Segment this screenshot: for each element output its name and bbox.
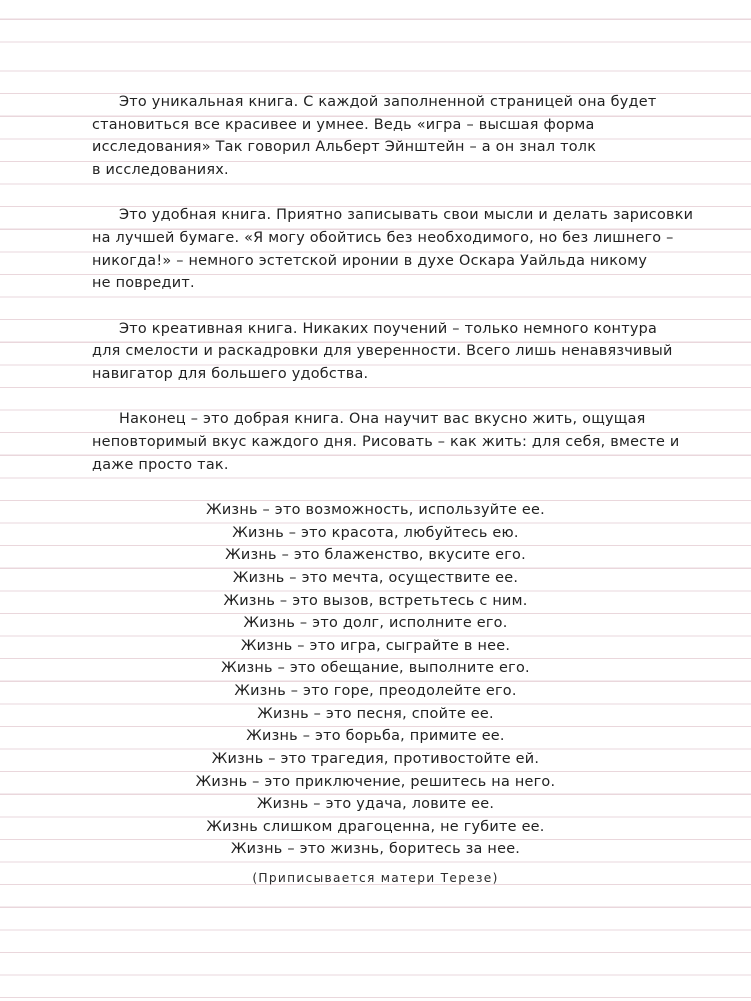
quote-line: Жизнь – это вызов, встретьтесь с ним. [223,593,528,609]
paragraph-line: в исследованиях. [92,162,229,178]
quote-line: Жизнь – это удача, ловите ее. [256,796,495,812]
quote-line: Жизнь – это горе, преодолейте его. [234,683,517,699]
quote-line: Жизнь – это приключение, решитесь на него. [195,774,556,790]
paragraph-line: на лучшей бумаге. «Я могу обойтись без необходимого, но без лишнего – [92,230,674,246]
quote-line: Жизнь – это игра, сыграйте в нее. [240,638,511,654]
paragraph-line: никогда!» – немного эстетской иронии в духе Оскара Уайльда никому [92,253,648,269]
paragraph-line: даже просто так. [92,457,229,473]
quote-line: Жизнь – это возможность, используйте ее. [206,502,545,518]
quote-line: Жизнь слишком драгоценна, не губите ее. [206,819,545,835]
quote-line: Жизнь – это долг, исполните его. [243,615,508,631]
quote-line: Жизнь – это жизнь, боритесь за нее. [230,841,521,857]
paragraph-line: для смелости и раскадровки для уверенности. Всего лишь ненавязчивый [92,343,673,359]
quote-line: Жизнь – это песня, спойте ее. [257,706,494,722]
quote-line: Жизнь – это борьба, примите ее. [246,728,505,744]
paragraph-line: исследования» Так говорил Альберт Эйнштейн – а он знал толк [92,139,597,155]
paragraph-line: неповторимый вкус каждого дня. Рисовать – как жить: для себя, вместе и [92,434,680,450]
paragraph-line: становиться все красивее и умнее. Ведь «игра – высшая форма [92,117,595,133]
quote-line: Жизнь – это мечта, осуществите ее. [232,570,519,586]
quote-line: Жизнь – это красота, любуйтесь ею. [232,525,519,541]
quote-attribution: (Приписывается матери Терезе) [252,871,499,885]
paragraph-line: Это удобная книга. Приятно записывать свои мысли и делать зарисовки [119,207,694,223]
quote-line: Жизнь – это блаженство, вкусите его. [225,547,526,563]
paragraph-line: навигатор для большего удобства. [92,366,369,382]
paragraph-line: Наконец – это добрая книга. Она научит вас вкусно жить, ощущая [119,411,646,427]
quote-line: Жизнь – это обещание, выполните его. [221,660,530,676]
paragraph-line: не повредит. [92,275,195,291]
quote-line: Жизнь – это трагедия, противостойте ей. [211,751,540,767]
paragraph-line: Это уникальная книга. С каждой заполненной страницей она будет [119,94,657,110]
paragraph-line: Это креативная книга. Никаких поучений – только немного контура [119,321,658,337]
